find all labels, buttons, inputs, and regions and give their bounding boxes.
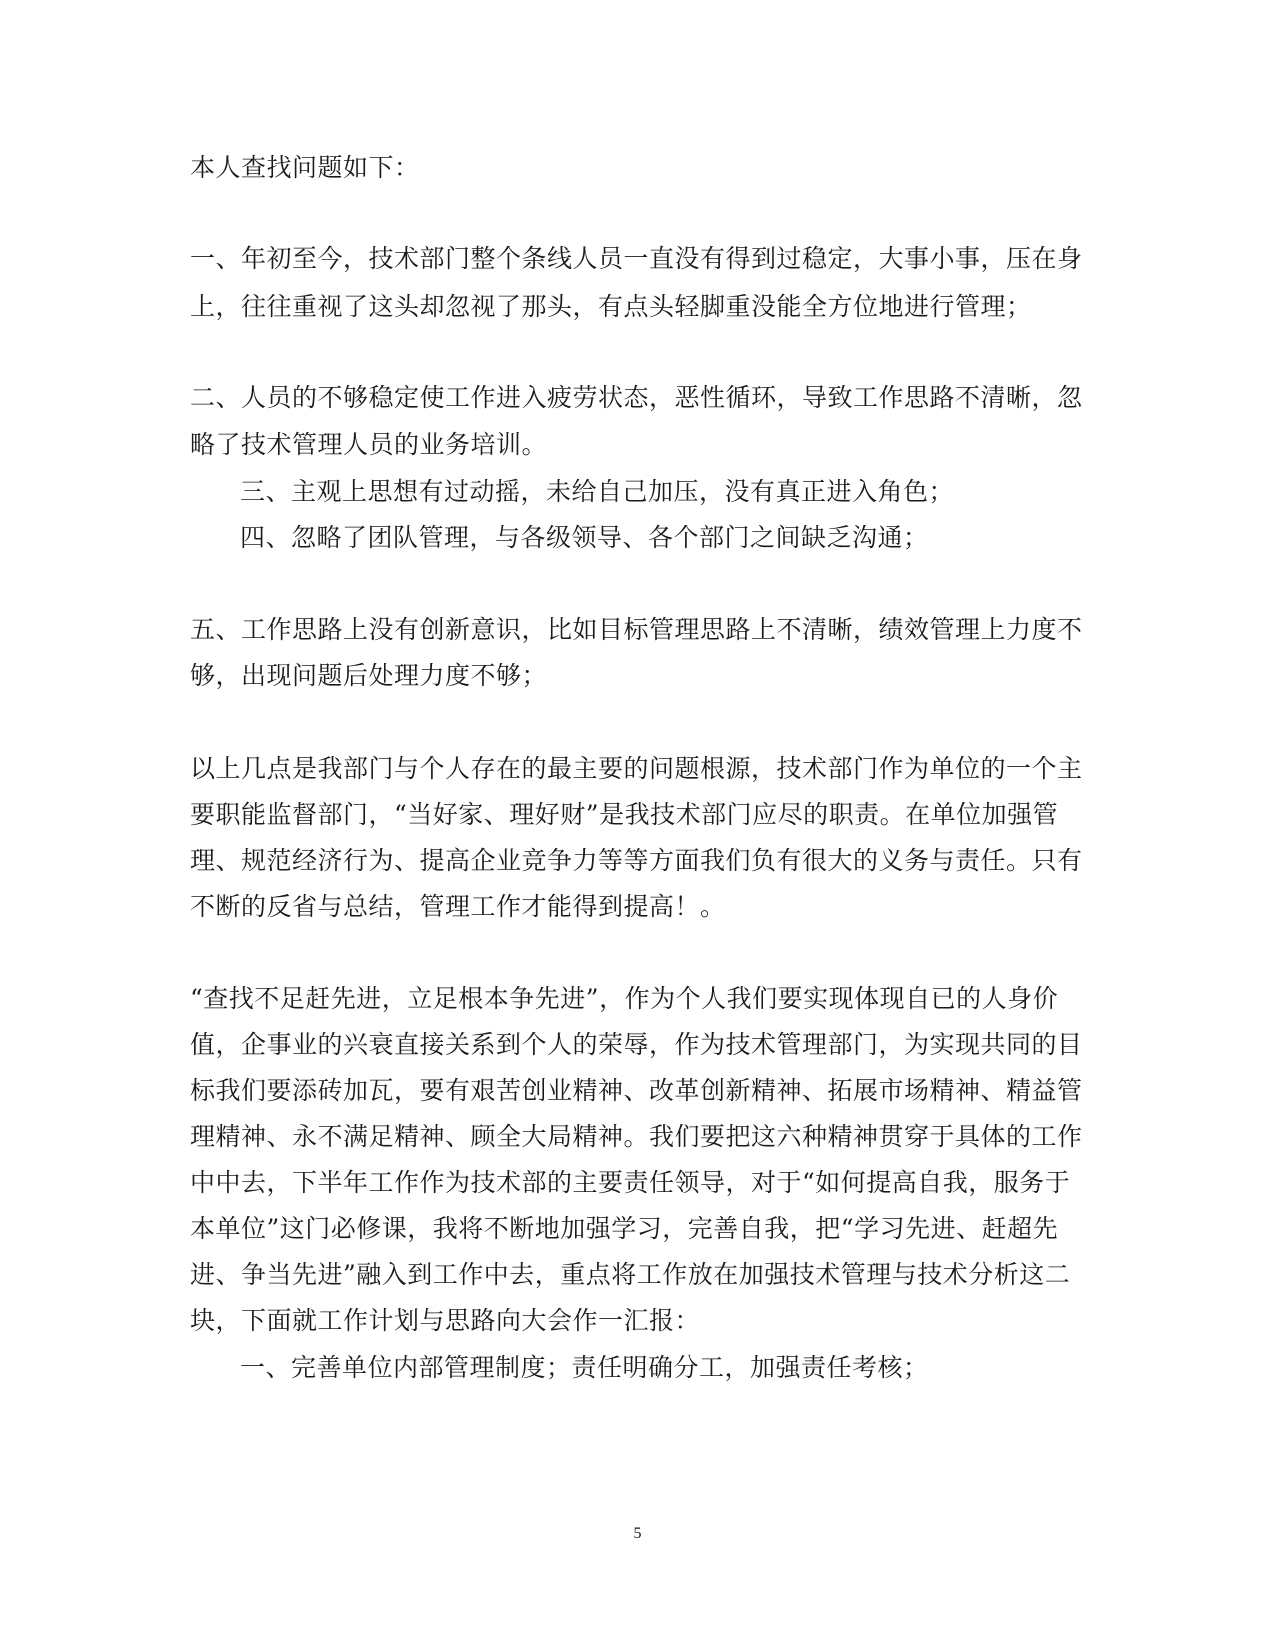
item2-line2: 略了技术管理人员的业务培训。 [190, 430, 548, 459]
summary-line3: 理、规范经济行为、提高企业竞争力等等方面我们负有很大的义务与责任。只有 [190, 846, 1083, 875]
plan-line7: 进、争当先进”融入到工作中去，重点将工作放在加强技术管理与技术分析这二 [190, 1260, 1071, 1289]
plan-line6: 本单位”这门必修课，我将不断地加强学习，完善自我，把“学习先进、赶超先 [190, 1214, 1059, 1243]
plan-line4: 理精神、永不满足精神、顾全大局精神。我们要把这六种精神贯穿于具体的工作 [190, 1122, 1083, 1151]
plan-line5: 中中去，下半年工作作为技术部的主要责任领导，对于“如何提高自我，服务于 [190, 1168, 1071, 1197]
summary-line4: 不断的反省与总结，管理工作才能得到提高！。 [190, 892, 726, 921]
plan-line2: 值，企事业的兴衰直接关系到个人的荣辱，作为技术管理部门，为实现共同的目 [190, 1030, 1083, 1059]
plan-item1-text: 一、完善单位内部管理制度；责任明确分工，加强责任考核； [240, 1353, 929, 1382]
item5-line1: 五、工作思路上没有创新意识，比如目标管理思路上不清晰，绩效管理上力度不 [190, 615, 1083, 644]
item3-text: 三、主观上思想有过动摇，未给自己加压，没有真正进入角色； [240, 477, 955, 506]
page-number: 5 [633, 1525, 642, 1542]
item2-line1: 二、人员的不够稳定使工作进入疲劳状态，恶性循环，导致工作思路不清晰，忽 [190, 383, 1083, 412]
item1-line2: 上，往往重视了这头却忽视了那头，有点头轻脚重没能全方位地进行管理； [190, 292, 1032, 321]
summary-line2: 要职能监督部门，“当好家、理好财”是我技术部门应尽的职责。在单位加强管 [190, 800, 1059, 829]
item5-line2: 够，出现问题后处理力度不够； [190, 661, 548, 690]
item4-text: 四、忽略了团队管理，与各级领导、各个部门之间缺乏沟通； [240, 523, 929, 552]
plan-line3: 标我们要添砖加瓦，要有艰苦创业精神、改革创新精神、拓展市场精神、精益管 [190, 1076, 1083, 1105]
plan-line8: 块，下面就工作计划与思路向大会作一汇报： [190, 1306, 701, 1335]
plan-line1: “查找不足赶先进，立足根本争先进”，作为个人我们要实现体现自已的人身价 [190, 984, 1059, 1013]
summary-line1: 以上几点是我部门与个人存在的最主要的问题根源，技术部门作为单位的一个主 [190, 754, 1083, 783]
item1-line1: 一、年初至今，技术部门整个条线人员一直没有得到过稳定，大事小事，压在身 [190, 244, 1083, 273]
intro-text: 本人查找问题如下： [190, 153, 420, 182]
